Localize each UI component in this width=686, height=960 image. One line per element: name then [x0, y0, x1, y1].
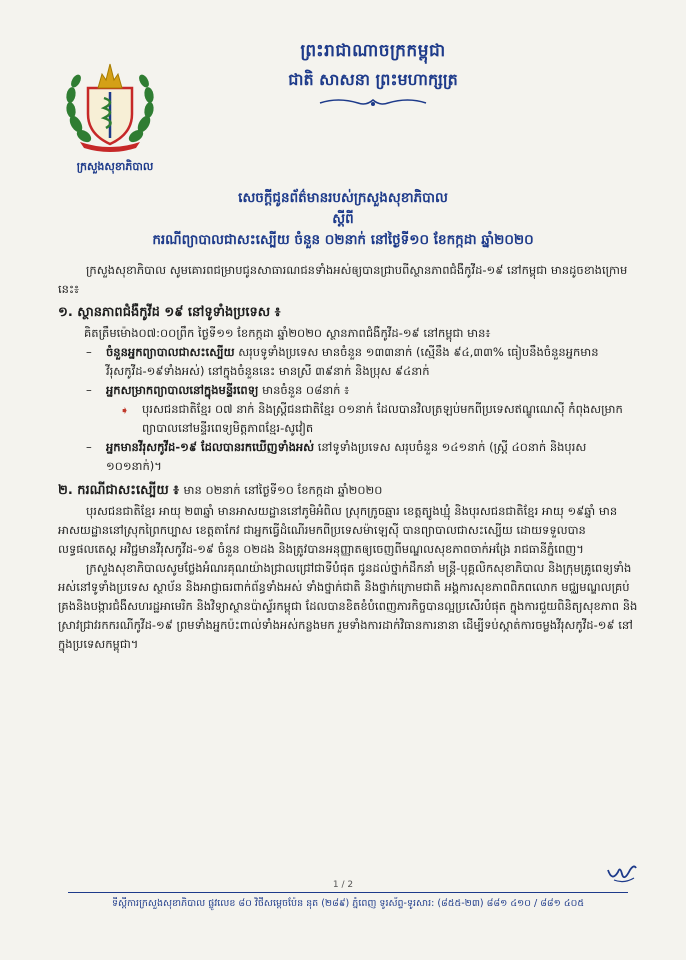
- bullet-total-label: អ្នកមានវីរុសកូវីដ-១៩ ដែលបានរកឃើញទាំងអស់: [106, 440, 315, 454]
- sub-bullet-text: បុរសជនជាតិខ្មែរ ០៧ នាក់ និងស្ត្រីជនជាតិខ្មែរ ០១នាក់ ដែលបានវិលត្រឡប់មកពីប្រទេសឥណ្ឌូណេស៊ី កំពុងសម្រាកព្យាបាលនៅមន្ទីរពេទ្យមិត្តភាពខ្មែរ-សូវៀត: [142, 402, 623, 435]
- bullet-recovered-text: សរុបទូទាំងប្រទេស មានចំនួន ១៣៣នាក់ (ស្មើនឹង ៩៤,៣៣% ធៀបនឹងចំនួនអ្នកមានវីរុសកូវីដ-១៩ទាំងអស់) នៅក្នុងចំនួននេះ មានស្រី ៣៩នាក់ និងប្រុស ៩៤នាក់: [106, 345, 599, 378]
- bullet-recovered-label: ចំនួនអ្នកព្យាបាលជាសះស្បើយ: [106, 345, 235, 359]
- section-1-heading: ១. ស្ថានភាពជំងឺកូវីដ ១៩ នៅទូទាំងប្រទេស ៖: [58, 305, 281, 320]
- signature-mark-icon: [604, 860, 638, 886]
- section-2-heading-label: ២. ករណីជាសះស្បើយ ៖: [58, 483, 180, 498]
- dash-bullet-icon: –: [86, 345, 92, 359]
- arrow-bullet-icon: ➧: [120, 404, 130, 417]
- sub-bullet-patients: [58, 400, 638, 438]
- title-line-3: ករណីព្យាបាលជាសះស្បើយ ចំនួន ០២នាក់ នៅថ្ងៃទី១០ ខែកក្កដា ឆ្នាំ២០២០: [152, 232, 534, 248]
- section-2-heading-rest: មាន ០២នាក់ នៅថ្ងៃទី១០ ខែកក្កដា ឆ្នាំ២០២០: [183, 483, 383, 497]
- footer-divider: [68, 892, 628, 893]
- section-2-heading: [58, 479, 638, 502]
- bullet-treatment-text: មានចំនួន ០៨នាក់ ៖: [262, 383, 350, 397]
- document-body: [58, 261, 638, 654]
- ornament-divider-icon: [318, 96, 428, 110]
- dash-bullet-icon: –: [86, 383, 92, 397]
- closing-paragraph: ក្រសួងសុខាភិបាលសូមថ្លែងអំណរគុណយ៉ាងជ្រាលជ្រៅជាទីបំផុត ជូនដល់ថ្នាក់ដឹកនាំ មន្ត្រី-បុគ្គលិកសុខាភិបាល និងក្រុមគ្រូពេទ្យទាំងអស់នៅទូទាំងប្រទេស ស្ថាប័ន និងអាជ្ញាធរពាក់ព័ន្ធទាំងអស់ ទាំងថ្នាក់ជាតិ និងថ្នាក់ក្រោមជាតិ អង្គការសុខភាពពិភពលោក មជ្ឈមណ្ឌលគ្រប់គ្រងនិងបង្ការជំងឺសហរដ្ឋអាមេរិក និងវិទ្យាស្ថានប៉ាស្ទ័រកម្ពុជា ដែលបានខិតខំបំពេញភារកិច្ចបានល្អប្រសើរបំផុត ក្នុងការជួយពិនិត្យសុខភាព និងស្រាវជ្រាវរកករណីកូវីដ-១៩ ព្រមទាំងអ្នកប៉ះពាល់ទាំងអស់កន្លងមក រួមទាំងការដាក់វិធានការនានា ដើម្បីទប់ស្កាត់ការចម្លងវីរុសកូវីដ-១៩ នៅក្នុងប្រទេសកម្ពុជា។: [58, 561, 638, 651]
- press-release-title: [60, 187, 626, 251]
- bullet-recovered: [58, 343, 638, 381]
- national-motto: ជាតិ សាសនា ព្រះមហាក្សត្រ: [288, 70, 458, 89]
- ministry-emblem-icon: [62, 54, 158, 154]
- section-2-paragraph: បុរសជនជាតិខ្មែរ អាយុ ២៣ឆ្នាំ មានអាសយដ្ឋាននៅភូមិអំពិល ស្រុកក្រូចឆ្មារ ខេត្តត្បូងឃ្មុំ និងបុរសជនជាតិខ្មែរ អាយុ ១៩ឆ្នាំ មានអាសយដ្ឋាននៅស្រុកព្រៃកប្បាស ខេត្តតាកែវ ជាអ្នកធ្វើដំណើរមកពីប្រទេសម៉ាឡេស៊ី បានព្យាបាលជាសះស្បើយ ដោយទទួលបានលទ្ធផលតេស្ត អវិជ្ជមានវីរុសកូវីដ-១៩ ចំនួន ០២ដង និងត្រូវបានអនុញ្ញាតឲ្យចេញពីមណ្ឌលសុខភាពចាក់អង្រែ រាជធានីភ្នំពេញ។: [58, 504, 618, 556]
- ministry-label: ក្រសួងសុខាភិបាល: [76, 160, 154, 173]
- title-line-2: ស្តីពី: [332, 211, 354, 227]
- footer-address: ទីស្តីការក្រសួងសុខាភិបាល ផ្លូវលេខ ៨០ វិថីសម្តេចប៉ែន នុត (២៨៩) ភ្នំពេញ ទូរស័ព្ទ-ទូរសារ: (៨៥៥-២៣) ៨៨១ ៤១០ / ៨៨១ ៤០៥: [111, 898, 585, 909]
- title-line-1: សេចក្តីជូនព័ត៌មានរបស់ក្រសួងសុខាភិបាល: [238, 190, 448, 206]
- page-number: 1 / 2: [332, 880, 354, 890]
- bullet-treatment: [58, 381, 638, 400]
- kingdom-title: ព្រះរាជាណាចក្រកម្ពុជា: [300, 41, 446, 61]
- bullet-treatment-label: អ្នកសម្រាកព្យាបាលនៅក្នុងមន្ទីរពេទ្យ: [106, 383, 259, 397]
- intro-paragraph: ក្រសួងសុខាភិបាល សូមគោរពជម្រាបជូនសាធារណជនទាំងអស់ឲ្យបានជ្រាបពីស្ថានភាពជំងឺកូវីដ-១៩ នៅកម្ពុជា មានដូចខាងក្រោមនេះ៖: [58, 263, 628, 296]
- dash-bullet-icon: –: [86, 440, 92, 454]
- bullet-total-text: នៅទូទាំងប្រទេស សរុបចំនួន ១៤១នាក់ (ស្ត្រី ៤០នាក់ និងបុរស ១០១នាក់)។: [106, 440, 587, 473]
- section-1-timestamp: គិតត្រឹមម៉ោង០៧:០០ព្រឹក ថ្ងៃទី១១ ខែកក្កដា ឆ្នាំ២០២០ ស្ថានភាពជំងឺកូវីដ-១៩ នៅកម្ពុជា មាន៖: [84, 326, 491, 340]
- bullet-total: [58, 438, 638, 476]
